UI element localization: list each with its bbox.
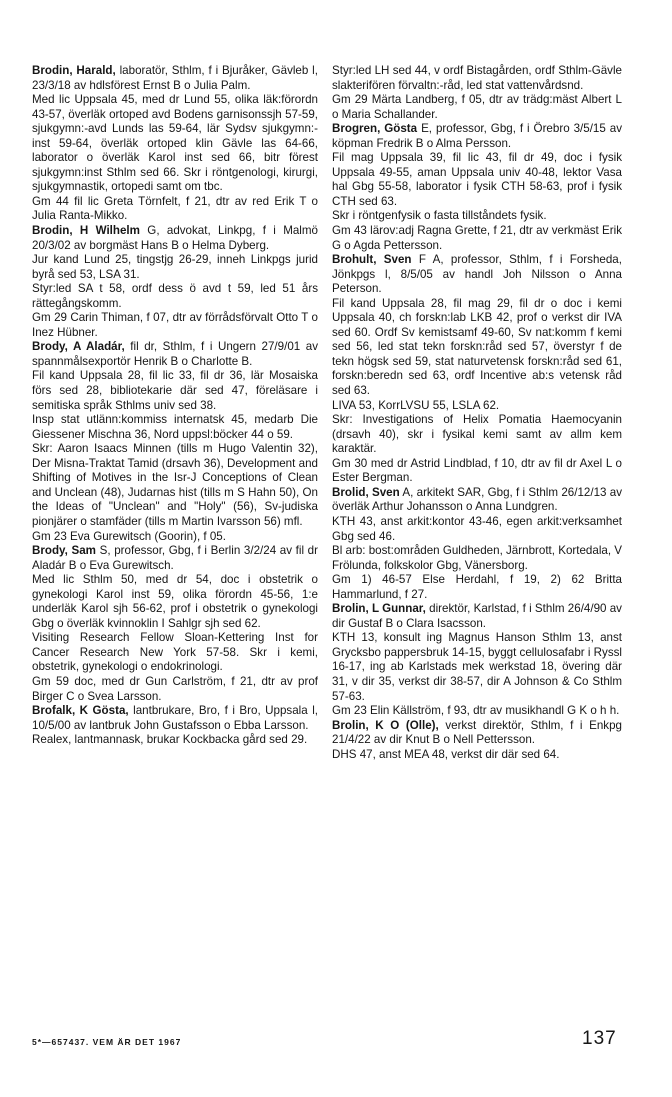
- entry-paragraph: [32, 544, 318, 573]
- entry-paragraph: [332, 93, 622, 122]
- entry-text: Gm 29 Carin Thiman, f 07, dtr av förrådsförvalt Otto T o Inez Hübner.: [32, 311, 318, 339]
- entry-name: Brohult, Sven: [332, 253, 412, 267]
- entry-text: LIVA 53, KorrLVSU 55, LSLA 62.: [332, 398, 500, 412]
- entry-text: KTH 13, konsult ing Magnus Hanson Sthlm 13, anst Grycksbo pappersbruk 14-15, byggt cellulosafabr i Ryssl 16-17, ing ab Karlstads mek werkstad 18, övering där 31, v dir 35, verkst dir 38-57, dir A Johnson & Co Sthlm 57-63.: [332, 631, 622, 703]
- entry-paragraph: [332, 399, 622, 414]
- entry-text: Gm 1) 46-57 Else Herdahl, f 19, 2) 62 Britta Hammarlund, f 27.: [332, 573, 622, 601]
- entry-text: Visiting Research Fellow Sloan-Kettering Inst for Cancer Research New York 57-58. Skr i kemi, obstetrik, gynekologi o endokrinologi.: [32, 631, 318, 674]
- entry-paragraph: [32, 631, 318, 675]
- entry-paragraph: [32, 704, 318, 733]
- entry-paragraph: [32, 573, 318, 631]
- entry-text: S, professor, Gbg, f i Berlin 3/2/24 av fil dr Aladár B o Eva Gurewitsch.: [32, 544, 318, 572]
- entry-paragraph: [32, 340, 318, 369]
- footer-print-code: 5*—657437. VEM ÄR DET 1967: [32, 1037, 182, 1047]
- entry-name: Brolid, Sven: [332, 485, 400, 499]
- biography-entry: [32, 704, 318, 748]
- entry-paragraph: [332, 515, 622, 544]
- entry-name: Brody, Sam: [32, 544, 96, 558]
- entry-paragraph: [332, 151, 622, 209]
- entry-paragraph: [32, 282, 318, 311]
- entry-text: Gm 43 lärov:adj Ragna Grette, f 21, dtr av verkmäst Erik G o Agda Pettersson.: [332, 224, 622, 252]
- entry-paragraph: [332, 486, 622, 515]
- entry-text: Gm 23 Elin Källström, f 93, dtr av musikhandl G K o h h.: [332, 704, 620, 718]
- entry-paragraph: [332, 224, 622, 253]
- entry-text: F A, professor, Sthlm, f i Forsheda, Jönkpgs l, 8/5/05 av handl Joh Nilsson o Anna Peterson.: [332, 253, 622, 296]
- entry-text: Gm 23 Eva Gurewitsch (Goorin), f 05.: [32, 529, 226, 543]
- entry-text: DHS 47, anst MEA 48, verkst dir där sed 64.: [332, 747, 560, 761]
- entry-text: fil dr, Sthlm, f i Ungern 27/9/01 av spannmålsexportör Henrik B o Charlotte B.: [32, 340, 319, 368]
- right-column: [332, 64, 622, 762]
- entry-text: A, arkitekt SAR, Gbg, f i Sthlm 26/12/13 av överläk Arthur Johansson o Anna Lundgren.: [332, 485, 622, 514]
- entry-paragraph: [32, 64, 318, 93]
- entry-text: Realex, lantmannask, brukar Kockbacka gård sed 29.: [32, 733, 308, 747]
- biography-entry: [32, 64, 318, 224]
- entry-text: Med lic Sthlm 50, med dr 54, doc i obstetrik o gynekologi Karol inst 59, olika förordn 45-56, 1:e underläk Karol sjh 56-62, prof i obstetrik o gynekologi Gbg o överläk kvinnoklin I Sahlgr sjh sed 62.: [32, 573, 318, 630]
- entry-text: Gm 29 Märta Landberg, f 05, dtr av trädg:mäst Albert L o Maria Schallander.: [332, 93, 622, 121]
- entry-text: Jur kand Lund 25, tingstjg 26-29, inneh Linkpgs jurid byrå sed 53, LSA 31.: [32, 253, 318, 281]
- entry-name: Brody, A Aladár,: [32, 340, 125, 354]
- entry-paragraph: [332, 719, 622, 748]
- biography-entry: [332, 122, 622, 253]
- entry-paragraph: [332, 748, 622, 763]
- biography-entry: [332, 64, 622, 122]
- entry-paragraph: [332, 297, 622, 399]
- entry-paragraph: [32, 413, 318, 442]
- entry-text: laboratör, Sthlm, f i Bjuråker, Gävleb l, 23/3/18 av hdlsförest Ernst B o Julia Palm.: [32, 64, 318, 92]
- entry-paragraph: [332, 631, 622, 704]
- entry-paragraph: [332, 209, 622, 224]
- entry-text: Bl arb: bost:områden Guldheden, Järnbrott, Kortedala, V Frölunda, folkskolor Gbg, Vänersborg.: [332, 544, 623, 572]
- entry-paragraph: [32, 93, 318, 195]
- entry-paragraph: [332, 64, 622, 93]
- entry-text: Skr i röntgenfysik o fasta tillståndets fysik.: [332, 209, 547, 223]
- entry-paragraph: [32, 442, 318, 529]
- entry-paragraph: [32, 224, 318, 253]
- entry-text: Fil kand Uppsala 28, fil mag 29, fil dr o doc i kemi Uppsala 40, ch forskn:lab LKB 42, prof o verkst dir IVA sed 60. Ordf Sv kemistsamf 49-60, Sv nat:komm f kemi sed 56, led stat tekn forskn:råd sed 57, överstyr f de tekn högsk sed 59, stat naturvetensk forskn:råd sed 61, forskn:beredn sed 63, ordf Incentive ab:s vetensk råd sed 63.: [332, 296, 622, 398]
- entry-name: Brodin, H Wilhelm: [32, 224, 140, 238]
- entry-text: Insp stat utlänn:kommiss internatsk 45, medarb Die Giessener Mischna 36, Nord uppsl:böcker 44 o 59.: [32, 413, 318, 441]
- entry-text: Gm 44 fil lic Greta Törnfelt, f 21, dtr av red Erik T o Julia Ranta-Mikko.: [32, 194, 318, 223]
- entry-text: Gm 30 med dr Astrid Lindblad, f 10, dtr av fil dr Axel L o Ester Bergman.: [332, 456, 622, 485]
- entry-text: direktör, Karlstad, f i Sthlm 26/4/90 av dir Gustaf B o Clara Isacsson.: [332, 602, 622, 630]
- entry-text: Skr: Investigations of Helix Pomatia Haemocyanin (drsavh 40), skr i fysikal kemi samt av allm kem karaktär.: [332, 413, 622, 456]
- entry-paragraph: [32, 311, 318, 340]
- entry-text: E, professor, Gbg, f i Örebro 3/5/15 av köpman Fredrik B o Alma Persson.: [332, 122, 622, 150]
- entry-text: verkst direktör, Sthlm, f i Enkpg 21/4/22 av dir Knut B o Nell Pettersson.: [332, 718, 622, 747]
- entry-name: Brolin, L Gunnar,: [332, 602, 426, 616]
- entry-paragraph: [32, 369, 318, 413]
- entry-paragraph: [32, 733, 318, 748]
- entry-text: Med lic Uppsala 45, med dr Lund 55, olika läk:förordn 43-57, överläk ortoped avd Bodens garnisonssjh 57-59, sjukgymn:-avd Lunds las 59-64, lär Sydsv sjukgymn:-inst 59-64, överläk ortoped klin Gävle las 64-66, laborator o överläk Karol inst sed 66, bitr förest sjukgymn:inst Sthlm sed 66. Skr i röntgenologi, kirurgi, sjukgymnastik, ortopedi samt om tbc.: [32, 93, 318, 194]
- entry-text: Styr:led SA t 58, ordf dess ö avd t 59, led 51 års rättegångskomm.: [32, 282, 318, 310]
- entry-paragraph: [332, 704, 622, 719]
- entry-paragraph: [332, 544, 622, 573]
- page-number: 137: [582, 1028, 617, 1049]
- entry-text: Fil mag Uppsala 39, fil lic 43, fil dr 49, doc i fysik Uppsala 49-55, aman Uppsala univ 40-48, lektor Vasa hal Gbg 55-58, laborator i fysik CTH 58-63, prof i fysik CTH sed 63.: [332, 151, 622, 208]
- entry-text: KTH 43, anst arkit:kontor 43-46, egen arkit:verksamhet Gbg sed 46.: [332, 514, 622, 543]
- biography-entry: [332, 253, 622, 486]
- biography-entry: [32, 340, 318, 544]
- biography-entry: [332, 602, 622, 718]
- entry-text: G, advokat, Linkpg, f i Malmö 20/3/02 av borgmäst Hans B o Helma Dyberg.: [32, 224, 318, 252]
- entry-name: Brogren, Gösta: [332, 122, 418, 136]
- entry-name: Brodin, Harald,: [32, 64, 116, 77]
- entry-paragraph: [332, 122, 622, 151]
- entry-paragraph: [32, 530, 318, 545]
- biography-entry: [332, 486, 622, 602]
- entry-text: Skr: Aaron Isaacs Minnen (tills m Hugo Valentin 32), Der Misna-Traktat Tamid (drsavh 36), Development and Shifting of Motives in the Isr-J Conceptions of Clean and Unclean (48), Judarnas hist (tills m S Hahn 50), On the Ideas of "Unclean" and "Holy" (56), Sv-judiska pionjärer o stamfäder (tills m Martin Ivarsson 56) mfl.: [32, 442, 318, 528]
- entry-name: Brolin, K O (Olle),: [332, 718, 439, 732]
- left-column: [32, 64, 318, 748]
- biography-entry: [32, 224, 318, 340]
- biography-entry: [332, 719, 622, 763]
- entry-text: lantbrukare, Bro, f i Bro, Uppsala l, 10/5/00 av lantbruk John Gustafsson o Ebba Larsson.: [32, 704, 318, 732]
- entry-paragraph: [332, 457, 622, 486]
- entry-paragraph: [32, 253, 318, 282]
- entry-paragraph: [332, 413, 622, 457]
- entry-paragraph: [332, 253, 622, 297]
- biography-entry: [32, 544, 318, 704]
- entry-paragraph: [32, 195, 318, 224]
- entry-text: Gm 59 doc, med dr Gun Carlström, f 21, dtr av prof Birger C o Svea Larsson.: [32, 674, 318, 703]
- entry-paragraph: [332, 602, 622, 631]
- entry-text: Styr:led LH sed 44, v ordf Bistagården, ordf Sthlm-Gävle slakterifören förvaltn:-råd, led stat vattenvårdsnd.: [332, 64, 622, 92]
- entry-name: Brofalk, K Gösta,: [32, 704, 129, 718]
- entry-paragraph: [32, 675, 318, 704]
- entry-text: Fil kand Uppsala 28, fil lic 33, fil dr 36, lär Mosaiska förs sed 28, bibliotekarie där sed 47, föreläsare i semitiska språk Sthlms univ sed 38.: [32, 369, 318, 412]
- entry-paragraph: [332, 573, 622, 602]
